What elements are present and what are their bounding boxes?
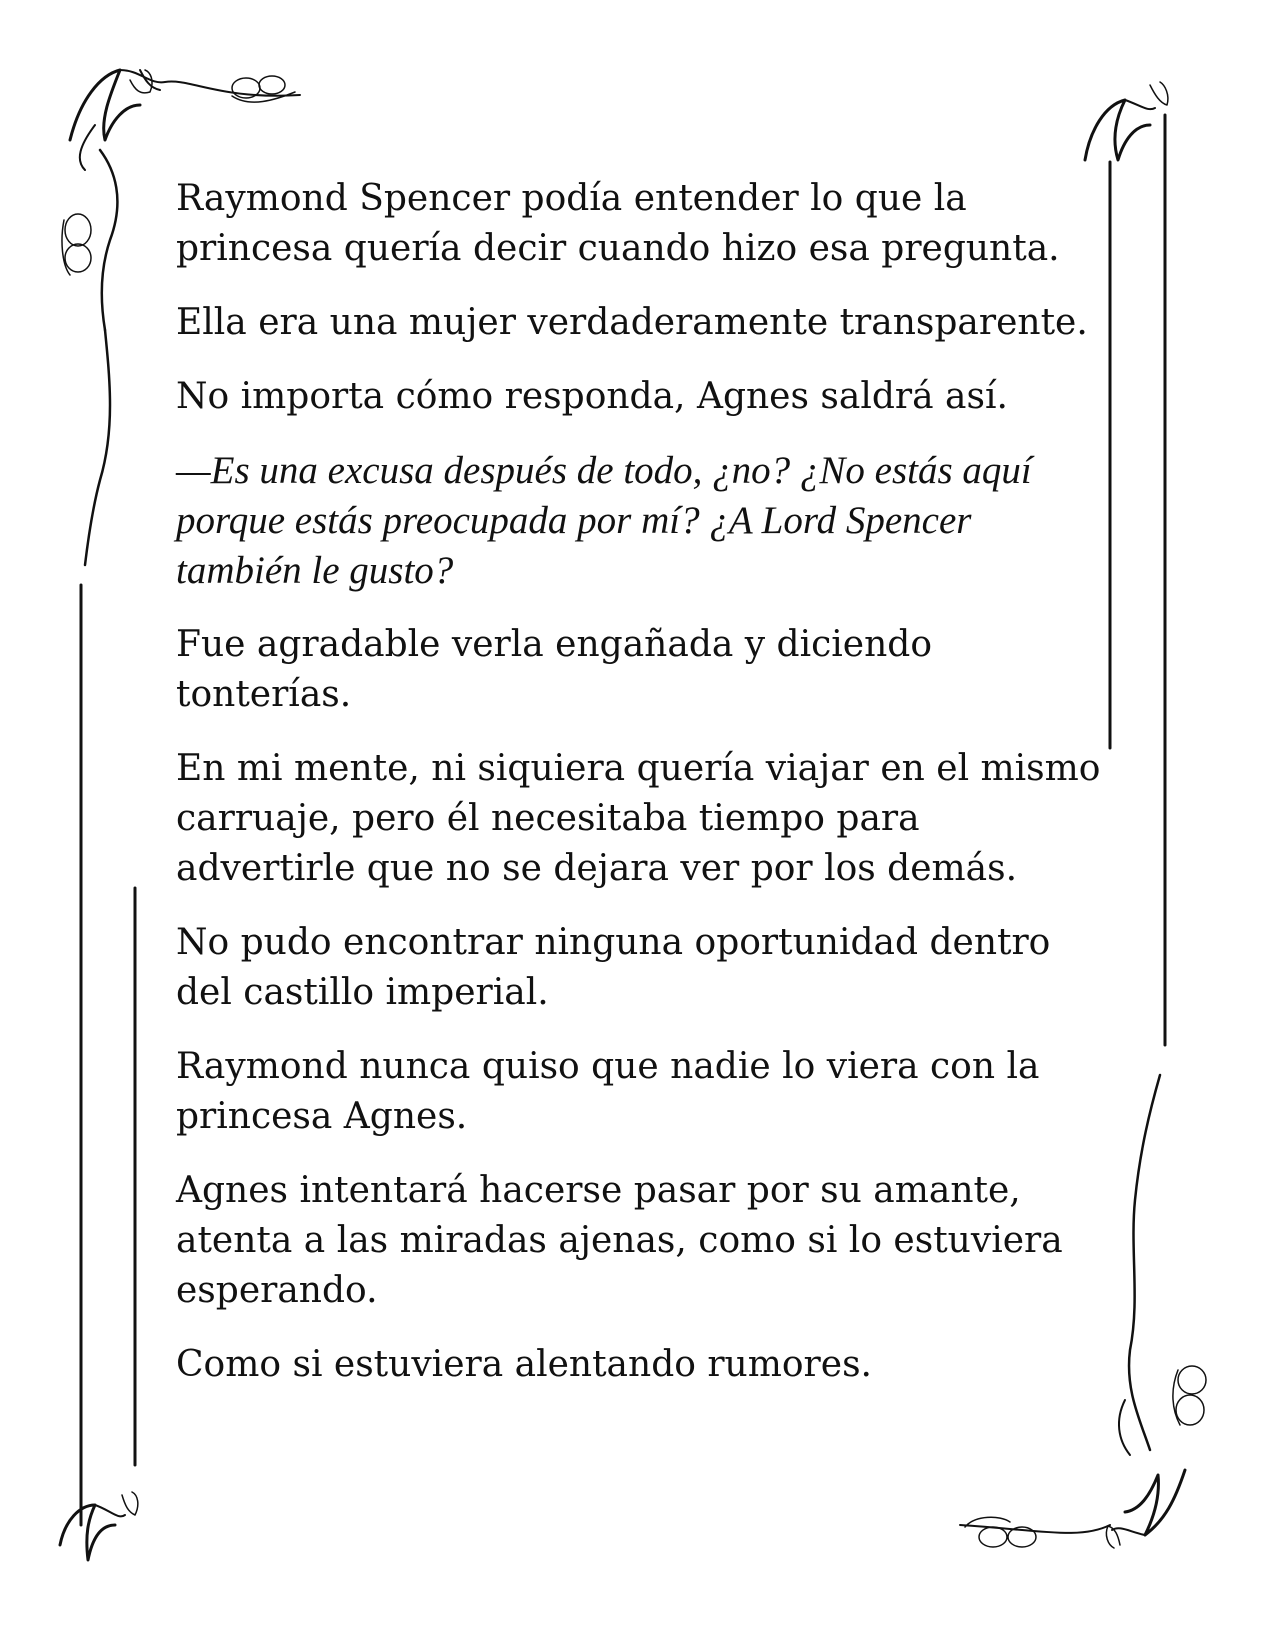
paragraph-10: Como si estuviera alentando rumores. [176,1344,872,1385]
paragraph-2: Ella era una mujer verdaderamente transparente. [176,302,1088,343]
paragraph-3: No importa cómo responda, Agnes saldrá así. [176,376,1008,417]
paragraph-7: No pudo encontrar ninguna oportunidad dentro del castillo imperial. [176,922,1051,1013]
top-right-flourish-icon [1085,82,1168,160]
bottom-left-flourish-icon [60,1492,138,1560]
body-text [176,174,1106,1414]
paragraph-6: En mi mente, ni siquiera quería viajar en el mismo carruaje, pero él necesitaba tiempo para advertirle que no se dejara ver por los demás. [176,748,1101,889]
paragraph-5: Fue agradable verla engañada y diciendo tonterías. [176,624,932,715]
paragraph-1: Raymond Spencer podía entender lo que la princesa quería decir cuando hizo esa pregunta. [176,178,1060,269]
paragraph-8: Raymond nunca quiso que nadie lo viera con la princesa Agnes. [176,1046,1040,1137]
paragraph-9: Agnes intentará hacerse pasar por su amante, atenta a las miradas ajenas, como si lo estuviera esperando. [176,1170,1063,1311]
paragraph-4-dialogue: —Es una excusa después de todo, ¿no? ¿No estás aquí porque estás preocupada por mí? ¿A Lord Spencer también le gusto? [176,449,1032,592]
